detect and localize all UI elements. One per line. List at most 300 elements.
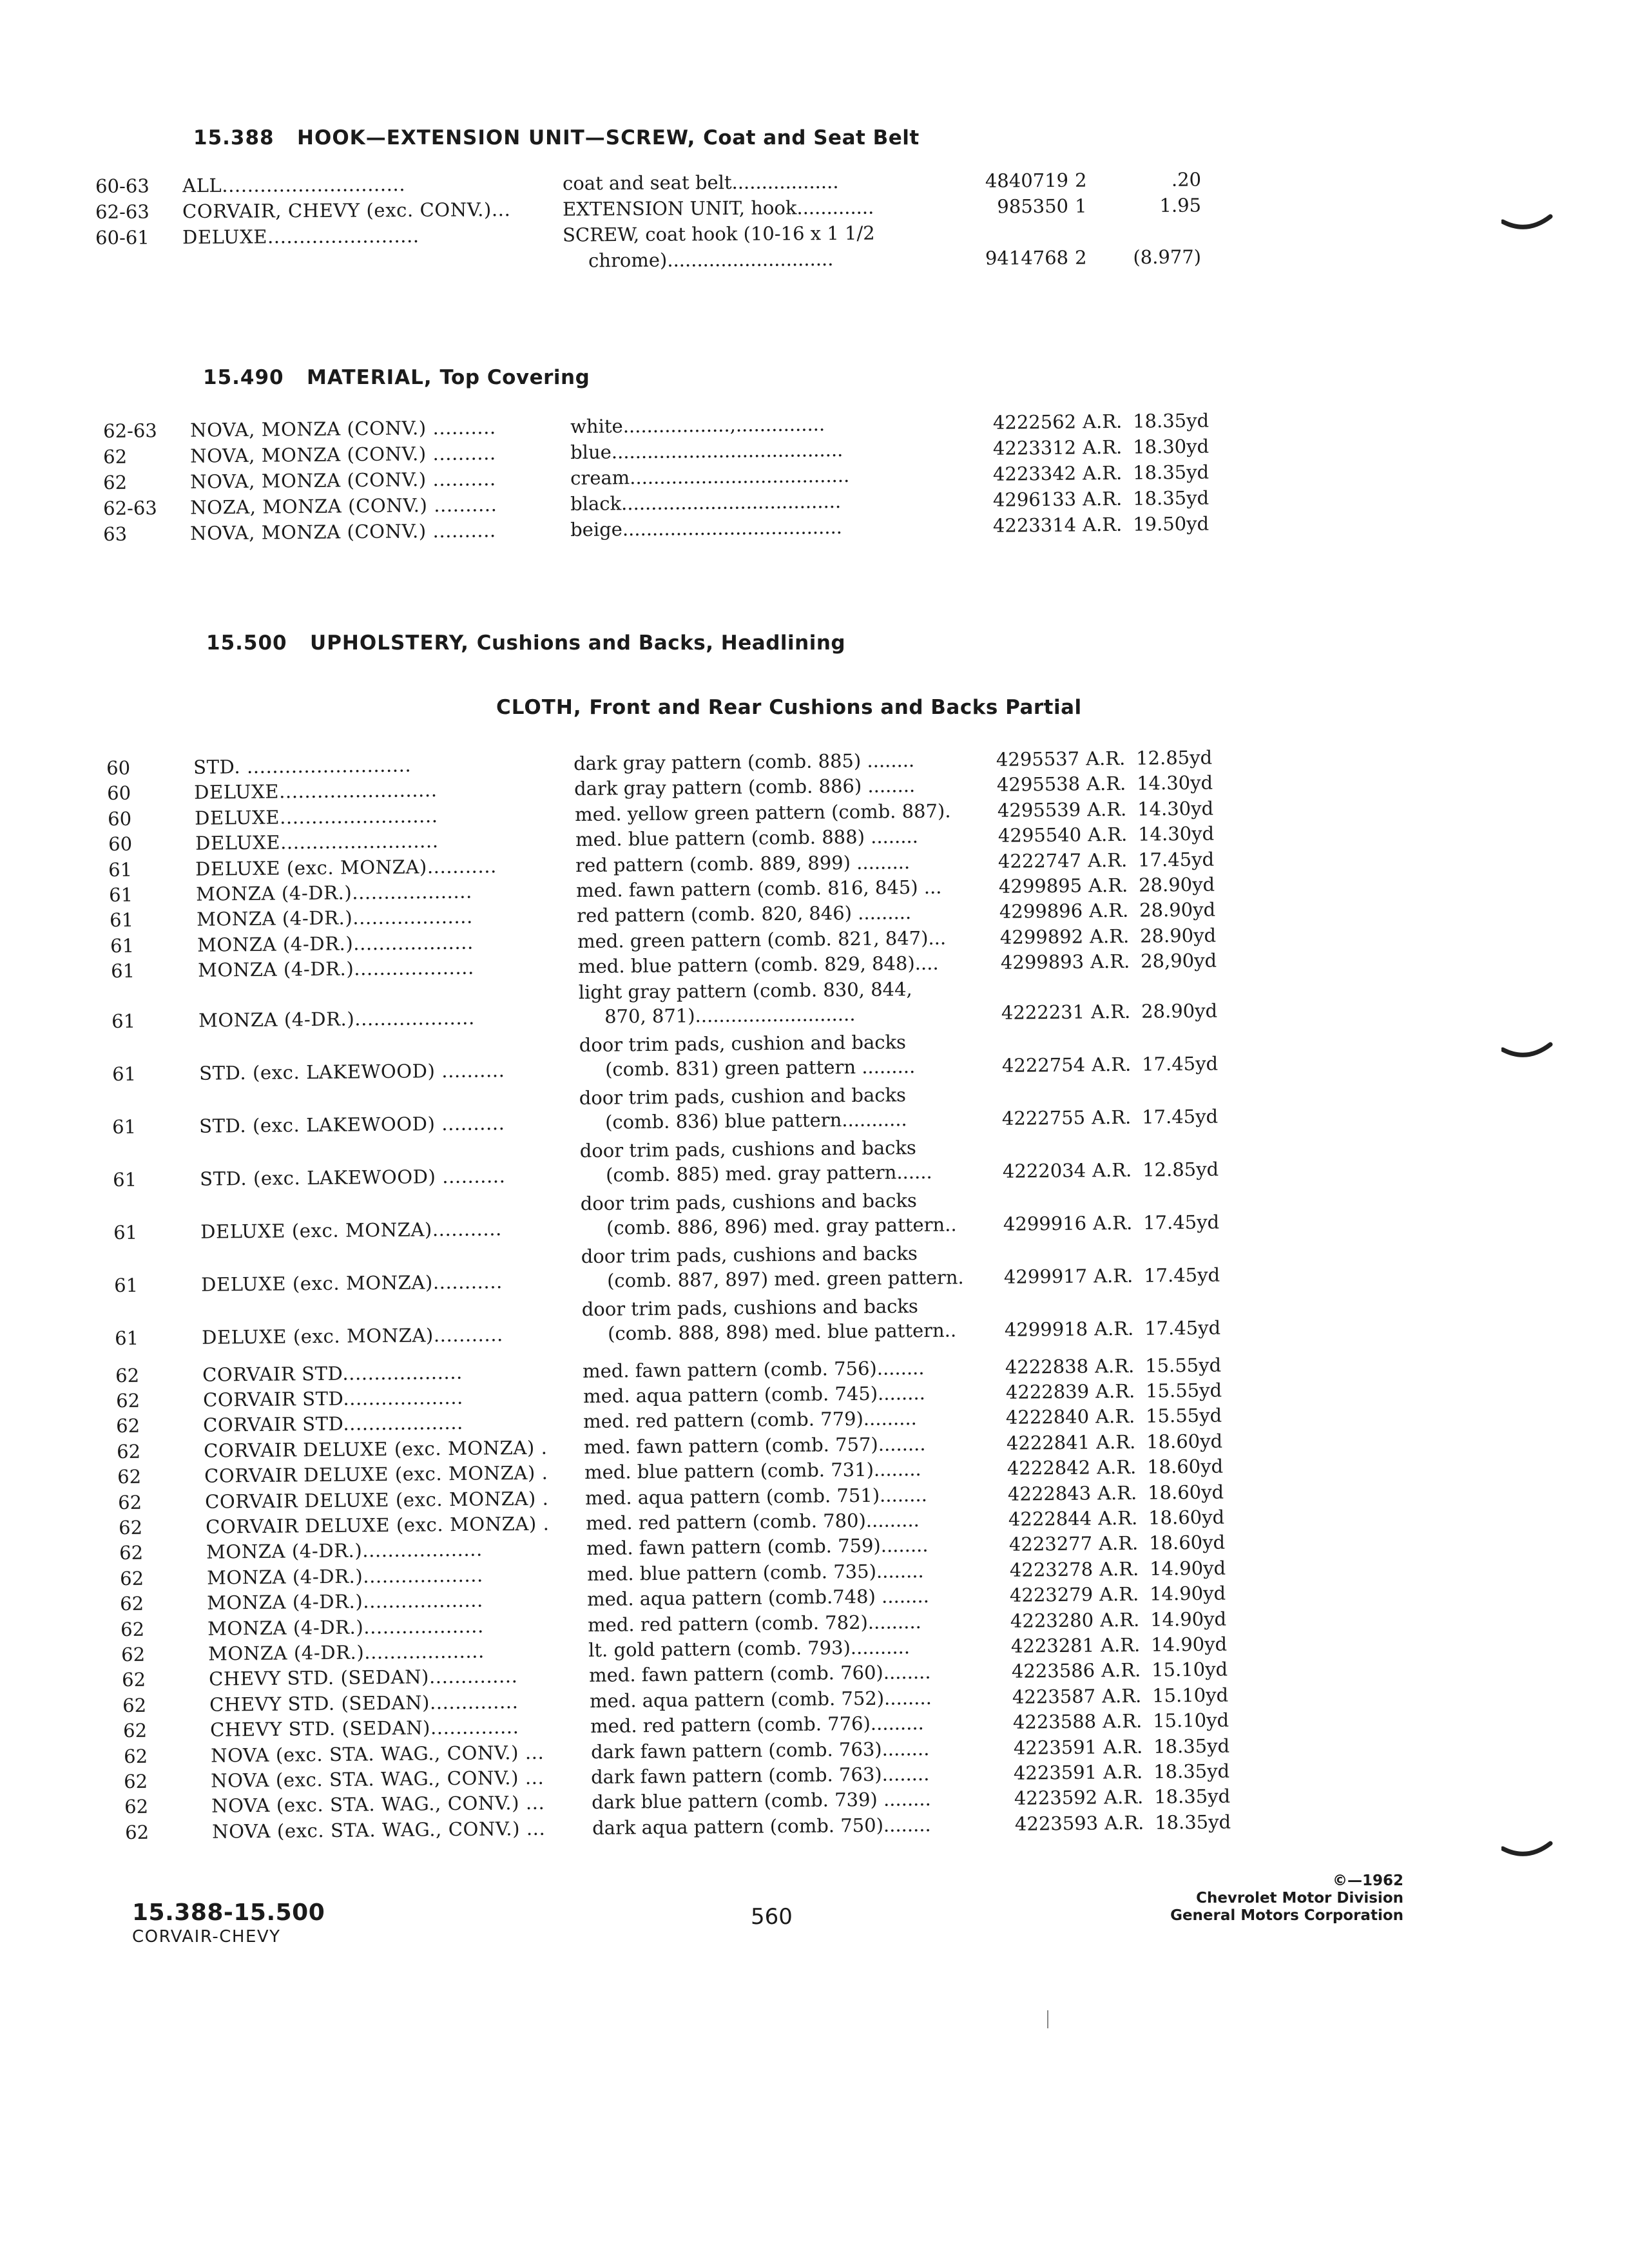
model-cell: CORVAIR DELUXE (exc. MONZA) . [205,1512,550,1538]
subheading-subtitle: Front and Rear Cushions and Backs Partial [589,696,1082,719]
year-cell: 60 [108,807,132,830]
year-cell: 62 [116,1415,140,1437]
quantity-cell: A.R. [1087,849,1128,872]
year-cell: 62 [120,1567,144,1590]
part-number-cell: 4295538 [996,773,1081,796]
description-cell: door trim pads, cushions and backs [579,1136,917,1162]
year-cell: 60-61 [95,226,149,249]
year-cell: 61 [109,883,133,906]
table-row [115,1294,1249,1353]
part-number-cell: 4295537 [996,747,1080,771]
subheading-title: CLOTH, [496,696,582,719]
section-subtitle: Cushions and Backs, Headlining [476,631,846,655]
price-cell: 17.45yd [1141,1105,1219,1128]
part-number-cell: 4222034 [1002,1159,1086,1182]
part-number-cell: 4299893 [1000,950,1084,974]
price-cell: 18.35yd [1132,409,1210,432]
footer-vehicle: CORVAIR-CHEVY [132,1927,281,1946]
quantity-cell: A.R. [1092,1158,1132,1182]
price-cell: 18.35yd [1153,1735,1230,1758]
binder-hole-mark [1501,1041,1553,1066]
quantity-cell: A.R. [1093,1264,1133,1287]
description-cell: med. aqua pattern (comb. 745)........ [583,1381,925,1408]
description-continuation-cell: (comb. 885) med. gray pattern...... [605,1160,932,1186]
price-cell: 14.30yd [1136,771,1213,795]
year-cell: 61 [111,1010,136,1032]
quantity-cell: A.R. [1099,1583,1139,1606]
model-cell: NOVA (exc. STA. WAG., CONV.) ... [210,1741,545,1767]
section-title: HOOK—EXTENSION UNIT—SCREW, [297,126,696,149]
quantity-cell: A.R. [1082,513,1123,536]
part-number-cell: 4222562 [992,410,1077,434]
quantity-cell: A.R. [1088,874,1128,897]
description-cell: SCREW, coat hook (10-16 x 1 1/2 [562,222,875,246]
year-cell: 62 [120,1618,145,1640]
year-cell: 62 [116,1389,140,1412]
model-cell: MONZA (4-DR.)................... [195,880,472,905]
table-row [112,1083,1246,1142]
year-cell: 61 [110,909,134,932]
model-cell: CORVAIR DELUXE (exc. MONZA) . [204,1461,548,1487]
description-cell: dark gray pattern (comb. 885) ........ [573,749,915,775]
price-cell: 28.90yd [1139,898,1216,922]
part-number-cell: 985350 [997,195,1069,218]
year-cell: 62 [122,1694,147,1716]
model-cell: CORVAIR DELUXE (exc. MONZA) . [204,1487,549,1513]
part-number-cell: 4223586 [1011,1659,1095,1683]
part-number-cell: 4299895 [998,874,1083,898]
corporation: General Motors Corporation [1170,1907,1403,1924]
model-cell: MONZA (4-DR.)................... [197,956,474,981]
section-number: 15.490 [203,366,284,389]
year-cell: 60 [107,782,131,805]
year-cell: 62 [119,1542,144,1564]
part-number-cell: 4222842 [1007,1456,1091,1479]
description-cell: door trim pads, cushions and backs [580,1189,918,1215]
price-cell: 28.90yd [1141,999,1218,1023]
quantity-cell: A.R. [1097,1481,1137,1504]
price-cell: 17.45yd [1143,1264,1220,1287]
price-cell: 18.35yd [1154,1811,1231,1834]
description-cell: blue....................................... [570,438,843,464]
year-cell: 63 [103,523,128,545]
model-cell: DELUXE......................... [194,804,438,829]
year-cell: 62 [103,445,128,468]
quantity-cell: A.R. [1103,1786,1144,1809]
year-cell: 62-63 [103,497,157,519]
description-cell: door trim pads, cushion and backs [579,1030,907,1056]
description-cell: dark aqua pattern (comb. 750)........ [592,1813,931,1839]
part-number-cell: 4223588 [1012,1710,1097,1733]
quantity-cell: A.R. [1082,436,1123,459]
year-cell: 62 [120,1592,144,1615]
part-number-cell: 4222747 [998,849,1082,872]
description-cell: med. fawn pattern (comb. 757)........ [583,1432,926,1458]
model-cell: DELUXE........................ [182,224,419,249]
section-heading-15-500 [206,631,845,655]
part-number-cell: 4222755 [1001,1106,1086,1129]
year-cell: 61 [108,858,133,881]
copyright: ©—1962 [1332,1872,1403,1889]
table-row [111,977,1246,1036]
price-cell: (8.977) [1133,245,1202,269]
year-cell: 60 [108,832,133,856]
model-cell: ALL............................. [182,173,406,197]
year-cell: 62 [122,1669,146,1691]
description-cell: med. blue pattern (comb. 731)........ [584,1458,921,1484]
part-number-cell: 4223592 [1014,1786,1098,1810]
part-number-cell: 4223593 [1014,1812,1099,1835]
section-number: 15.500 [206,631,287,655]
year-cell: 62-63 [103,419,157,442]
section-title: UPHOLSTERY, [310,631,469,655]
description-cell: med. blue pattern (comb. 888) ........ [575,825,919,851]
description-cell: med. yellow green pattern (comb. 887). [574,800,951,825]
division: Chevrolet Motor Division [1196,1890,1403,1907]
price-cell: 18.30yd [1132,435,1210,458]
model-cell: MONZA (4-DR.)................... [196,905,473,931]
description-cell: coat and seat belt.................. [562,170,839,195]
description-cell: dark blue pattern (comb. 739) ........ [591,1788,931,1814]
description-cell: med. fawn pattern (comb. 759)........ [586,1534,929,1560]
quantity-cell: A.R. [1086,798,1127,821]
part-number-cell: 4299896 [999,899,1083,923]
description-cell: med. fawn pattern (comb. 816, 845) ... [575,876,942,902]
quantity-cell: A.R. [1101,1684,1142,1707]
price-cell: 18.60yd [1147,1481,1224,1504]
part-number-cell: 4223591 [1013,1736,1097,1759]
part-number-cell: 4223278 [1009,1558,1094,1581]
price-cell: 15.55yd [1144,1354,1222,1377]
year-cell: 61 [112,1062,137,1085]
description-continuation-cell: (comb. 888, 898) med. blue pattern.. [607,1319,957,1345]
price-cell: 14.90yd [1149,1557,1226,1580]
part-number-cell: 4223277 [1008,1532,1093,1556]
page-number: 560 [751,1904,793,1930]
part-number-cell: 4295540 [998,823,1082,847]
part-number-cell: 4223591 [1013,1761,1097,1784]
description-cell: dark fawn pattern (comb. 763)........ [590,1737,930,1763]
year-cell: 62 [119,1516,143,1539]
model-cell: STD. (exc. LAKEWOOD) .......... [199,1164,506,1190]
part-number-cell: 4223342 [992,462,1077,485]
model-cell: NOVA, MONZA (CONV.) .......... [189,519,496,544]
model-cell: MONZA (4-DR.)................... [206,1538,483,1564]
part-number-cell: 4222838 [1005,1355,1089,1378]
quantity-cell: A.R. [1090,1000,1131,1023]
year-cell: 62-63 [95,200,149,223]
model-cell: CORVAIR STD................... [202,1412,464,1437]
quantity-cell: A.R. [1082,461,1123,485]
price-cell: .20 [1171,168,1202,191]
price-cell: 15.10yd [1151,1658,1228,1682]
model-cell: DELUXE......................... [195,830,439,854]
model-cell: CHEVY STD. (SEDAN).............. [209,1716,519,1741]
price-cell: 12.85yd [1142,1158,1219,1181]
model-cell: CORVAIR, CHEVY (exc. CONV.)... [182,198,511,223]
table-row [112,1030,1246,1089]
quantity-cell: A.R. [1100,1633,1141,1657]
quantity-cell: A.R. [1092,1211,1133,1235]
year-cell: 62 [125,1821,149,1843]
year-cell: 62 [117,1440,141,1463]
quantity-cell: A.R. [1089,925,1130,948]
quantity-cell: A.R. [1098,1532,1139,1555]
price-cell: 19.50yd [1132,512,1210,535]
price-cell: 15.10yd [1152,1684,1229,1707]
description-continuation-cell: chrome)............................ [588,248,834,272]
price-cell: 14.90yd [1149,1582,1226,1605]
model-cell: DELUXE......................... [193,779,438,804]
description-cell: med. red pattern (comb. 782)......... [587,1610,921,1636]
part-number-cell: 4223314 [992,514,1077,537]
quantity-cell: A.R. [1091,1053,1132,1076]
price-cell: 17.45yd [1144,1316,1221,1340]
quantity-cell: A.R. [1095,1379,1135,1403]
section-subtitle: Coat and Seat Belt [703,126,920,149]
model-cell: NOVA (exc. STA. WAG., CONV.) ... [211,1792,545,1818]
price-cell: 15.55yd [1145,1404,1222,1428]
table-row [113,1136,1247,1195]
year-cell: 61 [112,1115,137,1138]
price-cell: 14.30yd [1137,797,1214,820]
part-number-cell: 4222844 [1008,1507,1092,1530]
description-cell: dark fawn pattern (comb. 763)........ [590,1762,930,1789]
price-cell: 14.30yd [1137,822,1215,845]
model-cell: MONZA (4-DR.)................... [198,1006,475,1032]
year-cell: 61 [111,959,135,983]
part-number-cell: 4222843 [1007,1482,1092,1505]
description-cell: med. red pattern (comb. 780)......... [585,1509,920,1535]
description-cell: door trim pads, cushions and backs [581,1294,919,1320]
description-cell: med. aqua pattern (comb. 752)........ [589,1686,932,1712]
model-cell: MONZA (4-DR.)................... [206,1564,483,1589]
description-cell: med. green pattern (comb. 821, 847)... [577,927,947,952]
model-cell: CHEVY STD. (SEDAN).............. [208,1665,518,1691]
quantity-cell: A.R. [1082,410,1123,433]
description-cell: med. aqua pattern (comb. 751)........ [584,1483,927,1509]
quantity-cell: A.R. [1090,950,1130,973]
quantity-cell: A.R. [1104,1811,1144,1834]
model-cell: NOVA, MONZA (CONV.) .......... [189,442,496,467]
quantity-cell: A.R. [1082,487,1123,510]
year-cell: 61 [115,1327,139,1349]
part-number-cell: 4296133 [992,488,1077,511]
model-cell: STD. (exc. LAKEWOOD) .......... [198,1059,505,1084]
quantity-cell: A.R. [1103,1760,1143,1783]
description-cell: dark gray pattern (comb. 886) ........ [574,774,916,800]
quantity-cell: A.R. [1097,1506,1138,1530]
year-cell: 61 [113,1168,137,1191]
model-cell: NOZA, MONZA (CONV.) .......... [189,494,497,519]
part-number-cell: 4840719 [985,169,1069,192]
description-continuation-cell: (comb. 831) green pattern ......... [604,1055,916,1081]
section-number: 15.388 [193,126,275,149]
price-cell: 14.90yd [1150,1608,1227,1631]
footer-copyright-block [1170,1872,1403,1925]
part-number-cell: 4222754 [1001,1053,1086,1077]
price-cell: 1.95 [1159,194,1202,216]
quantity-cell: A.R. [1086,773,1126,795]
description-cell: door trim pads, cushion and backs [579,1083,907,1109]
quantity-cell: A.R. [1094,1317,1134,1340]
table-row [114,1242,1248,1300]
model-cell: MONZA (4-DR.)................... [197,931,474,956]
section-subtitle: Top Covering [439,366,590,389]
description-cell: door trim pads, cushions and backs [581,1242,918,1267]
quantity-cell: A.R. [1103,1735,1143,1758]
year-cell: 61 [113,1221,138,1244]
description-cell: med. blue pattern (comb. 735)........ [586,1559,924,1585]
description-cell: med. red pattern (comb. 776)......... [590,1712,924,1738]
price-cell [1124,220,1201,221]
description-cell: light gray pattern (comb. 830, 844, [578,977,912,1003]
model-cell: DELUXE (exc. MONZA)........... [195,854,497,880]
section-title: MATERIAL, [307,366,432,389]
quantity-cell: 2 [1074,246,1087,269]
year-cell: 62 [124,1745,148,1767]
model-cell: CHEVY STD. (SEDAN).............. [209,1690,519,1716]
part-number-cell: 4223280 [1010,1609,1094,1632]
quantity-cell: A.R. [1099,1608,1140,1631]
part-number-cell: 4223312 [992,436,1077,459]
model-cell: CORVAIR STD................... [202,1361,463,1386]
table-row [113,1189,1248,1247]
year-cell: 61 [114,1274,139,1296]
part-number-cell: 4299918 [1004,1318,1088,1341]
description-continuation-cell: (comb. 836) blue pattern........... [604,1108,907,1133]
quantity-cell: A.R. [1088,899,1129,922]
description-cell: red pattern (comb. 889, 899) ......... [575,850,911,876]
description-cell: lt. gold pattern (comb. 793).......... [588,1636,911,1662]
year-cell: 62 [103,471,128,494]
description-cell: med. aqua pattern (comb.748) ........ [586,1585,929,1611]
part-number-cell: 4299916 [1003,1212,1087,1235]
price-cell: 28.90yd [1138,873,1215,896]
cloth-subheading [496,696,1082,719]
year-cell: 62 [115,1364,140,1387]
model-cell: STD. .......................... [193,754,412,778]
quantity-cell: A.R. [1102,1710,1142,1733]
year-cell: 62 [118,1491,142,1514]
section-heading-15-388 [193,126,920,149]
description-cell: EXTENSION UNIT, hook............. [562,196,874,220]
model-cell: DELUXE (exc. MONZA)........... [201,1323,504,1349]
model-cell: NOVA (exc. STA. WAG., CONV.) ... [210,1766,545,1792]
description-cell: red pattern (comb. 820, 846) ......... [576,901,912,927]
price-cell: 18.35yd [1153,1760,1230,1783]
quantity-cell: 1 [1074,195,1087,217]
quantity-cell: A.R. [1095,1405,1135,1428]
description-cell: beige..................................... [570,515,843,541]
quantity-cell: A.R. [1099,1557,1139,1581]
price-cell: 17.45yd [1137,848,1215,871]
price-cell: 14.90yd [1150,1633,1228,1656]
price-cell: 18.35yd [1153,1785,1231,1809]
year-cell: 60-63 [95,175,149,197]
part-number-cell: 4223587 [1012,1685,1096,1708]
model-cell: NOVA, MONZA (CONV.) .......... [189,468,496,493]
quantity-cell: A.R. [1094,1354,1135,1378]
price-cell: 18.60yd [1146,1455,1224,1478]
price-cell: 18.35yd [1132,486,1210,510]
price-cell: 28.90yd [1139,924,1217,947]
binder-hole-mark [1501,1840,1553,1865]
model-cell: MONZA (4-DR.)................... [206,1589,483,1614]
price-cell: 15.10yd [1152,1709,1229,1732]
model-cell: MONZA (4-DR.)................... [207,1640,485,1665]
model-cell: MONZA (4-DR.)................... [207,1615,484,1640]
part-number-cell: 4299892 [999,925,1084,948]
year-cell: 60 [106,756,131,779]
price-cell: 18.60yd [1148,1506,1225,1529]
quantity-cell: A.R. [1087,823,1128,846]
year-cell: 62 [117,1465,142,1488]
scan-mark [1047,2010,1048,2028]
price-cell: 12.85yd [1135,746,1213,769]
model-cell: NOVA (exc. STA. WAG., CONV.) ... [211,1817,546,1843]
footer-code: 15.388-15.500 [132,1899,325,1926]
model-cell: DELUXE (exc. MONZA)........... [200,1270,503,1296]
description-cell: med. blue pattern (comb. 829, 848).... [577,952,939,978]
model-cell: NOVA, MONZA (CONV.) .......... [189,416,496,441]
price-cell: 18.60yd [1148,1531,1226,1555]
part-number-cell: 4223279 [1009,1583,1094,1606]
price-cell: 17.45yd [1141,1052,1219,1075]
binder-hole-mark [1501,213,1553,238]
description-cell: med. red pattern (comb. 779)......... [583,1407,917,1433]
description-cell: white..................,............... [570,413,825,438]
quantity-cell: A.R. [1096,1456,1137,1479]
year-cell: 62 [123,1719,148,1742]
part-number-cell: 4222840 [1005,1405,1090,1429]
year-cell: 61 [110,934,135,957]
model-cell: CORVAIR STD................... [202,1386,464,1411]
quantity-cell: 2 [1074,169,1087,191]
model-cell: STD. (exc. LAKEWOOD) .......... [198,1111,505,1137]
description-cell: med. fawn pattern (comb. 756)........ [582,1356,925,1382]
description-continuation-cell: (comb. 886, 896) med. gray pattern.. [606,1213,957,1239]
price-cell: 18.60yd [1146,1430,1223,1453]
quantity-cell: A.R. [1091,1106,1132,1129]
year-cell: 62 [124,1770,148,1792]
part-number-cell: 4295539 [997,798,1081,822]
price-cell: 28,90yd [1140,949,1217,972]
description-continuation-cell: 870, 871)........................... [604,1003,856,1028]
year-cell: 62 [121,1643,146,1666]
part-number-cell: 9414768 [985,246,1069,269]
part-number-cell: 4299917 [1003,1265,1088,1288]
year-cell [95,252,173,253]
section-heading-15-490 [203,366,590,389]
description-cell: cream..................................... [570,464,850,490]
part-number-cell: 4222231 [1001,1001,1085,1024]
description-cell: med. fawn pattern (comb. 760)........ [588,1661,931,1687]
quantity-cell: A.R. [1095,1430,1136,1454]
quantity-cell: A.R. [1085,747,1126,770]
description-cell: black..................................... [570,490,842,515]
price-cell: 15.55yd [1145,1379,1222,1402]
quantity-cell: A.R. [1101,1659,1141,1682]
part-number-cell: 4222839 [1005,1380,1090,1403]
model-cell: DELUXE (exc. MONZA)........... [200,1217,503,1243]
model-cell: CORVAIR DELUXE (exc. MONZA) . [203,1436,548,1462]
part-number-cell: 4223281 [1010,1634,1095,1657]
year-cell: 62 [124,1796,149,1818]
description-continuation-cell: (comb. 887, 897) med. green pattern. [606,1265,964,1292]
footer-section-code [132,1899,325,1946]
price-cell: 17.45yd [1142,1211,1220,1234]
